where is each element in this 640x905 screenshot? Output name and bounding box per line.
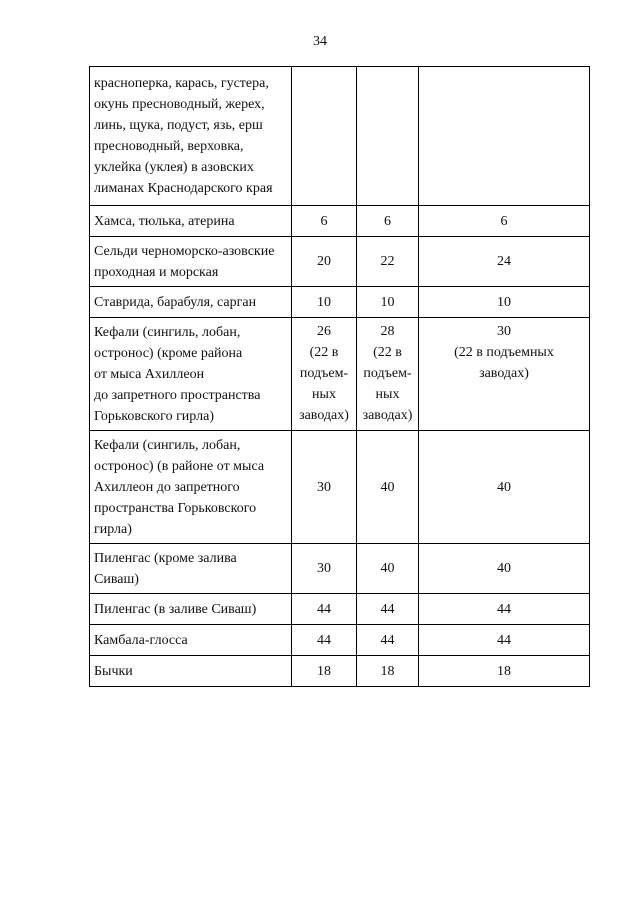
species-cell: Хамса, тюлька, атерина bbox=[90, 206, 292, 237]
value-cell: 44 bbox=[292, 594, 357, 625]
value-cell: 22 bbox=[357, 237, 419, 287]
value-cell: 18 bbox=[419, 656, 590, 687]
table-row bbox=[90, 318, 590, 431]
species-cell: Бычки bbox=[90, 656, 292, 687]
table-row bbox=[90, 237, 590, 287]
species-cell: Ставрида, барабуля, сарган bbox=[90, 287, 292, 318]
value-cell: 24 bbox=[419, 237, 590, 287]
fish-size-table bbox=[89, 66, 590, 687]
value-cell: 26 (22 в подъем- ных заводах) bbox=[292, 318, 357, 431]
value-cell: 30 bbox=[292, 544, 357, 594]
species-cell: Пиленгас (кроме залива Сиваш) bbox=[90, 544, 292, 594]
value-cell: 44 bbox=[419, 625, 590, 656]
species-cell: Кефали (сингиль, лобан, остронос) (кроме района от мыса Ахиллеон до запретного пространства Горьковского гирла) bbox=[90, 318, 292, 431]
species-cell: красноперка, карась, густера, окунь пресноводный, жерех, линь, щука, подуст, язь, ерш пресноводный, верховка, уклейка (уклея) в азовских лиманах Краснодарского края bbox=[90, 67, 292, 206]
value-cell: 6 bbox=[419, 206, 590, 237]
value-cell: 44 bbox=[419, 594, 590, 625]
value-cell: 18 bbox=[357, 656, 419, 687]
table-row bbox=[90, 625, 590, 656]
value-cell: 40 bbox=[357, 544, 419, 594]
value-cell: 44 bbox=[357, 594, 419, 625]
table-row bbox=[90, 544, 590, 594]
value-cell: 40 bbox=[419, 544, 590, 594]
table-row bbox=[90, 287, 590, 318]
species-cell: Камбала-глосса bbox=[90, 625, 292, 656]
value-cell: 6 bbox=[292, 206, 357, 237]
table-row bbox=[90, 594, 590, 625]
table-row bbox=[90, 206, 590, 237]
species-cell: Сельди черноморско-азовские проходная и морская bbox=[90, 237, 292, 287]
table-row bbox=[90, 67, 590, 206]
value-cell: 44 bbox=[357, 625, 419, 656]
value-cell: 10 bbox=[419, 287, 590, 318]
species-cell: Кефали (сингиль, лобан, остронос) (в районе от мыса Ахиллеон до запретного пространства Горьковского гирла) bbox=[90, 431, 292, 544]
species-cell: Пиленгас (в заливе Сиваш) bbox=[90, 594, 292, 625]
value-cell: 28 (22 в подъем- ных заводах) bbox=[357, 318, 419, 431]
value-cell: 20 bbox=[292, 237, 357, 287]
value-cell: 30 bbox=[292, 431, 357, 544]
value-cell bbox=[419, 67, 590, 206]
page-number: 34 bbox=[313, 34, 327, 49]
value-cell: 6 bbox=[357, 206, 419, 237]
value-cell bbox=[357, 67, 419, 206]
value-cell: 10 bbox=[292, 287, 357, 318]
value-cell: 30 (22 в подъемных заводах) bbox=[419, 318, 590, 431]
table-row bbox=[90, 656, 590, 687]
value-cell bbox=[292, 67, 357, 206]
table-row bbox=[90, 431, 590, 544]
value-cell: 40 bbox=[419, 431, 590, 544]
value-cell: 44 bbox=[292, 625, 357, 656]
value-cell: 10 bbox=[357, 287, 419, 318]
value-cell: 18 bbox=[292, 656, 357, 687]
value-cell: 40 bbox=[357, 431, 419, 544]
